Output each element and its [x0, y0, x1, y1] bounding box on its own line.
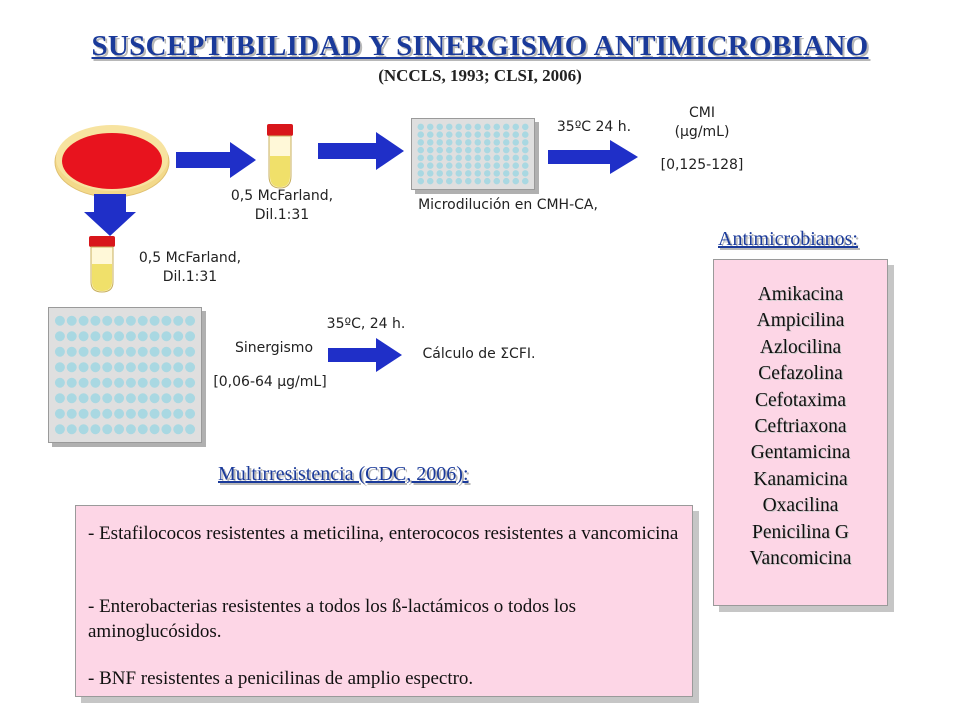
plate-well	[503, 178, 510, 185]
plate-well	[446, 139, 453, 146]
list-item: Cefazolina	[758, 363, 843, 385]
tube2-label-line2: Dil.1:31	[162, 269, 218, 285]
plate-well	[522, 147, 529, 154]
plate-well	[55, 378, 65, 388]
plate-well	[455, 155, 462, 162]
plate-well	[173, 347, 183, 357]
plate-well	[503, 155, 510, 162]
plate-well	[67, 409, 77, 419]
plate-well	[512, 170, 519, 177]
plate-well	[138, 378, 148, 388]
plate-well	[138, 316, 148, 326]
plate-well	[102, 347, 112, 357]
list-item: Azlocilina	[759, 336, 842, 358]
plate-well	[417, 178, 424, 185]
plate-well	[79, 409, 89, 419]
plate-well	[102, 362, 112, 372]
plate-well	[79, 316, 89, 326]
plate-well	[114, 409, 124, 419]
plate-well	[185, 393, 195, 403]
plate-well	[161, 393, 171, 403]
plate-well	[512, 124, 519, 131]
plate-well	[465, 124, 472, 131]
plate-well	[161, 409, 171, 419]
plate-well	[455, 124, 462, 131]
plate-well	[138, 347, 148, 357]
plate-well	[455, 139, 462, 146]
plate-well	[484, 155, 491, 162]
plate-well	[446, 162, 453, 169]
plate-well	[67, 331, 77, 341]
plate-well	[102, 331, 112, 341]
plate-well	[150, 393, 160, 403]
plate-well	[484, 170, 491, 177]
plate-well	[474, 170, 481, 177]
plate-well	[102, 393, 112, 403]
multiresistance-box	[75, 505, 693, 697]
plate-well	[67, 362, 77, 372]
plate-well	[67, 378, 77, 388]
synergy-label: Sinergismo	[234, 340, 314, 356]
plate-well	[90, 331, 100, 341]
plate-well	[417, 131, 424, 138]
plate-well	[436, 155, 443, 162]
plate-well	[484, 162, 491, 169]
plate-well	[173, 316, 183, 326]
plate-well	[55, 316, 65, 326]
plate-well	[446, 170, 453, 177]
plate-well	[436, 147, 443, 154]
plate-well	[455, 170, 462, 177]
plate-well	[417, 170, 424, 177]
plate-well	[493, 170, 500, 177]
plate-well	[126, 362, 136, 372]
plate-well	[465, 139, 472, 146]
plate-well	[67, 393, 77, 403]
plate-well	[185, 331, 195, 341]
plate-well	[161, 331, 171, 341]
plate-well	[126, 393, 136, 403]
list-item: Cefotaxima	[755, 389, 846, 411]
multiresistance-heading: Multirresistencia (CDC, 2006):	[218, 463, 469, 485]
plate-well	[90, 378, 100, 388]
plate-well	[484, 147, 491, 154]
tube2-label-line1: 0,5 McFarland,	[138, 250, 242, 266]
petri-dish-icon	[52, 120, 172, 200]
plate-well	[493, 162, 500, 169]
plate-well	[465, 147, 472, 154]
plate-well	[173, 424, 183, 434]
plate-well	[503, 131, 510, 138]
plate-well	[126, 378, 136, 388]
plate-well	[493, 178, 500, 185]
plate-well	[446, 147, 453, 154]
list-item: Kanamicina	[753, 468, 848, 490]
plate-well	[79, 362, 89, 372]
plate-well	[173, 331, 183, 341]
plate-well	[417, 124, 424, 131]
plate-well	[126, 316, 136, 326]
plate-well	[138, 424, 148, 434]
test-tube-icon	[86, 236, 118, 294]
plate-well	[522, 131, 529, 138]
plate-well	[417, 147, 424, 154]
plate-well	[436, 162, 443, 169]
arrow-right-icon	[318, 130, 406, 172]
plate-well	[474, 124, 481, 131]
synergy-range: [0,06-64 µg/mL]	[213, 374, 327, 390]
plate-well	[455, 147, 462, 154]
plate-well	[417, 155, 424, 162]
plate-well	[522, 162, 529, 169]
plate-well	[474, 178, 481, 185]
plate-well	[503, 162, 510, 169]
plate-well	[417, 162, 424, 169]
plate-well	[161, 378, 171, 388]
page-subtitle: (NCCLS, 1993; CLSI, 2006)	[378, 66, 582, 85]
fci-label: Cálculo de ΣCFI.	[422, 346, 536, 362]
cmi-label-line2: (µg/mL)	[674, 124, 730, 140]
plate-well	[55, 347, 65, 357]
plate-well	[436, 178, 443, 185]
plate-well	[474, 155, 481, 162]
plate-well	[102, 378, 112, 388]
antimicrobials-heading: Antimicrobianos:	[718, 228, 858, 250]
plate-well	[436, 131, 443, 138]
plate-well	[484, 139, 491, 146]
plate-well	[90, 347, 100, 357]
plate-well	[522, 170, 529, 177]
plate-well	[427, 124, 434, 131]
plate-well	[427, 139, 434, 146]
plate-well	[493, 139, 500, 146]
plate-well	[512, 155, 519, 162]
plate-well	[114, 316, 124, 326]
plate-well	[465, 155, 472, 162]
plate-well	[150, 331, 160, 341]
list-item: Ceftriaxona	[754, 416, 847, 438]
plate-well	[67, 424, 77, 434]
plate-well	[90, 409, 100, 419]
list-item: Vancomicina	[749, 548, 852, 570]
plate-well	[455, 178, 462, 185]
plate-well	[55, 362, 65, 372]
plate-well	[90, 424, 100, 434]
plate-well	[484, 124, 491, 131]
plate-well	[455, 162, 462, 169]
plate-well	[185, 378, 195, 388]
plate-well	[79, 347, 89, 357]
plate-well	[185, 424, 195, 434]
plate-well	[150, 316, 160, 326]
plate-well	[90, 393, 100, 403]
plate-well	[90, 316, 100, 326]
plate-well	[185, 347, 195, 357]
tube1-label-line2: Dil.1:31	[254, 207, 310, 223]
plate-well	[161, 424, 171, 434]
plate-well	[79, 331, 89, 341]
plate-well	[102, 316, 112, 326]
microdilution-plate-icon	[48, 307, 202, 443]
plate-well	[55, 409, 65, 419]
plate-well	[114, 424, 124, 434]
cmi-range: [0,125-128]	[660, 157, 744, 173]
plate-well	[114, 362, 124, 372]
plate-well	[102, 424, 112, 434]
plate-well	[465, 162, 472, 169]
plate-well	[427, 170, 434, 177]
plate-well	[484, 178, 491, 185]
plate-well	[436, 124, 443, 131]
page-title: SUSCEPTIBILIDAD Y SINERGISMO ANTIMICROBIANO	[91, 30, 869, 62]
plate-well	[446, 124, 453, 131]
plate-well	[138, 331, 148, 341]
plate-well	[150, 362, 160, 372]
antimicrobials-list	[714, 260, 887, 572]
list-item: - Estafilococos resistentes a meticilina, enterococos resistentes a vancomicina	[88, 523, 679, 544]
plate-well	[173, 362, 183, 372]
plate-well	[161, 316, 171, 326]
plate-well	[512, 131, 519, 138]
list-item: Ampicilina	[756, 310, 845, 332]
microdilution-label: Microdilución en CMH-CA,	[418, 197, 598, 213]
plate-well	[484, 131, 491, 138]
plate-well	[150, 409, 160, 419]
plate-well	[79, 378, 89, 388]
plate-well	[102, 409, 112, 419]
plate-well	[67, 347, 77, 357]
plate-well	[161, 362, 171, 372]
plate-well	[114, 347, 124, 357]
plate-well	[126, 409, 136, 419]
plate-well	[446, 178, 453, 185]
plate-well	[114, 331, 124, 341]
tube1-label	[216, 187, 348, 225]
antimicrobials-box	[713, 259, 888, 606]
plate-well	[67, 316, 77, 326]
plate-well	[55, 424, 65, 434]
plate-well	[512, 178, 519, 185]
plate-well	[465, 170, 472, 177]
plate-well	[138, 362, 148, 372]
plate-well	[493, 155, 500, 162]
plate-well	[79, 424, 89, 434]
plate-well	[173, 378, 183, 388]
plate-well	[126, 347, 136, 357]
plate-well	[185, 409, 195, 419]
cmi-label-line1: CMI	[689, 105, 715, 121]
incubation-label-1: 35ºC 24 h.	[556, 119, 632, 135]
plate-well	[138, 409, 148, 419]
plate-well	[150, 378, 160, 388]
incubation-label-2: 35ºC, 24 h.	[326, 316, 406, 332]
plate-well	[427, 147, 434, 154]
plate-well	[185, 362, 195, 372]
microdilution-plate-icon	[411, 118, 535, 190]
plate-well	[512, 147, 519, 154]
cmi-label	[652, 104, 752, 142]
plate-well	[493, 147, 500, 154]
test-tube-icon	[264, 124, 296, 190]
plate-well	[493, 124, 500, 131]
plate-well	[522, 155, 529, 162]
plate-well	[150, 424, 160, 434]
plate-well	[446, 155, 453, 162]
plate-well	[436, 139, 443, 146]
plate-well	[138, 393, 148, 403]
plate-well	[455, 131, 462, 138]
list-item: Gentamicina	[750, 442, 851, 464]
plate-well	[185, 316, 195, 326]
plate-well	[417, 139, 424, 146]
plate-well	[503, 124, 510, 131]
plate-well	[126, 424, 136, 434]
plate-well	[465, 131, 472, 138]
plate-well	[55, 393, 65, 403]
list-item: - BNF resistentes a penicilinas de amplio espectro.	[88, 668, 474, 689]
plate-well	[150, 347, 160, 357]
list-item: Amikacina	[757, 284, 844, 305]
plate-well	[474, 131, 481, 138]
plate-well	[161, 347, 171, 357]
tube1-label-line1: 0,5 McFarland,	[230, 188, 334, 204]
arrow-right-icon	[176, 140, 258, 180]
plate-well	[114, 378, 124, 388]
plate-well	[522, 124, 529, 131]
plate-well	[79, 393, 89, 403]
plate-well	[427, 131, 434, 138]
arrow-right-icon	[328, 336, 404, 374]
plate-well	[114, 393, 124, 403]
plate-well	[522, 178, 529, 185]
plate-well	[173, 409, 183, 419]
arrow-down-icon	[82, 194, 138, 238]
plate-well	[55, 331, 65, 341]
plate-well	[474, 162, 481, 169]
plate-well	[512, 139, 519, 146]
list-item: - Enterobacterias resistentes a todos los ß-lactámicos o todos los aminoglucósidos.	[88, 596, 577, 642]
plate-well	[90, 362, 100, 372]
list-item: Penicilina G	[752, 521, 849, 543]
plate-well	[503, 139, 510, 146]
plate-well	[427, 162, 434, 169]
plate-well	[126, 331, 136, 341]
plate-well	[427, 155, 434, 162]
tube2-label	[124, 249, 256, 287]
plate-well	[173, 393, 183, 403]
plate-well	[446, 131, 453, 138]
plate-well	[522, 139, 529, 146]
plate-well	[465, 178, 472, 185]
plate-well	[493, 131, 500, 138]
plate-well	[503, 170, 510, 177]
plate-well	[436, 170, 443, 177]
arrow-right-icon	[548, 138, 640, 176]
plate-well	[512, 162, 519, 169]
plate-well	[503, 147, 510, 154]
list-item: Oxacilina	[762, 495, 839, 517]
plate-well	[427, 178, 434, 185]
plate-well	[474, 147, 481, 154]
plate-well	[474, 139, 481, 146]
